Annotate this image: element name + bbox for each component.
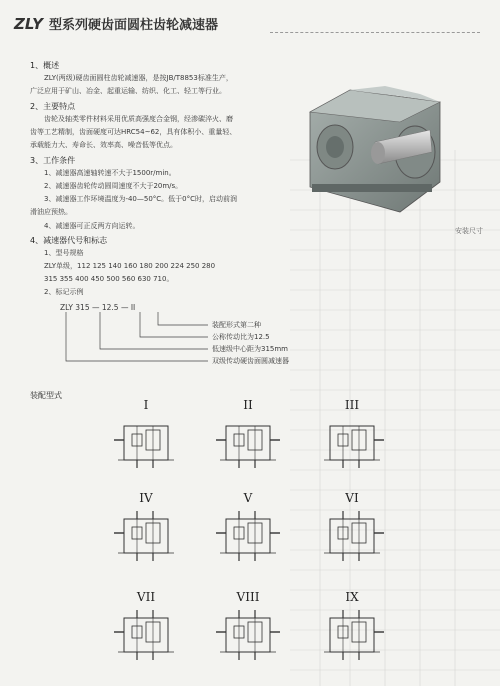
title-divider [270,32,480,33]
sizes-line-2: 315 355 400 450 500 560 630 710。 [44,275,174,283]
assembly-forms-heading: 装配型式 [30,391,62,400]
marking-callout-lines [60,312,210,372]
assembly-form-diagram [212,608,284,664]
assembly-form-label: I [143,398,149,412]
assembly-form-label: III [344,398,360,412]
marking-example: ZLY 315 — 12.5 — II [60,303,136,312]
annotation-type: 双级传动硬齿面圆减速器 [212,357,289,365]
title-text: 型系列硬齿面圆柱齿轮减速器 [48,18,218,33]
sizes-line-1: ZLY单级，112 125 140 160 180 200 224 250 280 [44,262,216,270]
overview-line-1: ZLY(两级)硬齿面圆柱齿轮减速器，是按JB/T8853标准生产， [44,74,233,82]
installation-size-label: 安装尺寸 [455,227,483,235]
features-line-2: 齿等工艺精制，齿面硬度可达HRC54~62，具有体积小、重量轻、 [30,128,237,136]
features-line-3: 承载能力大、寿命长、效率高、噪音低等优点。 [30,141,177,149]
assembly-form-diagram [110,509,182,565]
assembly-form-diagram [110,608,182,664]
assembly-form-diagram [316,608,388,664]
features-line-1: 齿轮及轴类零件材料采用优质高强度合金钢，经渗碳淬火、磨 [44,115,233,123]
model-code: ZLY [14,15,43,33]
section-overview-heading: 1、概述 [30,61,60,70]
assembly-form-label: IV [139,491,153,505]
section-code-heading: 4、减速器代号和标志 [30,236,108,245]
annotation-ratio: 公称传动比为12.5 [212,333,270,341]
assembly-form-label: VII [136,590,156,604]
assembly-form-label: VIII [236,590,260,604]
assembly-form-label: VI [345,491,359,505]
assembly-form-label: IX [345,590,359,604]
annotation-assembly-form: 装配形式第二种 [212,321,261,329]
page-title [14,14,218,33]
section-features-heading: 2、主要特点 [30,102,76,111]
assembly-form-label: V [243,491,253,505]
condition-4: 4、减速器可正反两方向运转。 [44,222,140,230]
assembly-form-diagram [316,509,388,565]
assembly-form-diagram [212,416,284,472]
section-conditions-heading: 3、工作条件 [30,156,76,165]
model-spec-heading: 1、型号规格 [44,249,84,257]
condition-1: 1、减速器高速轴转速不大于1500r/min。 [44,169,176,177]
condition-3-cont: 滑油应预热。 [30,208,72,216]
marking-example-heading: 2、标记示例 [44,288,84,296]
annotation-center-distance: 低速级中心距为315mm [212,345,288,353]
condition-3: 3、减速器工作环境温度为-40—50°C。低于0°C时，启动前润 [44,195,238,203]
gearbox-photo [290,72,450,222]
assembly-form-diagram [316,416,388,472]
assembly-form-diagram [212,509,284,565]
overview-line-2: 广泛应用于矿山、冶金、起重运输、纺织、化工、轻工等行业。 [30,87,226,95]
condition-2: 2、减速器齿轮传动圆周速度不大于20m/s。 [44,182,183,190]
assembly-form-diagram [110,416,182,472]
assembly-form-label: II [243,398,253,412]
